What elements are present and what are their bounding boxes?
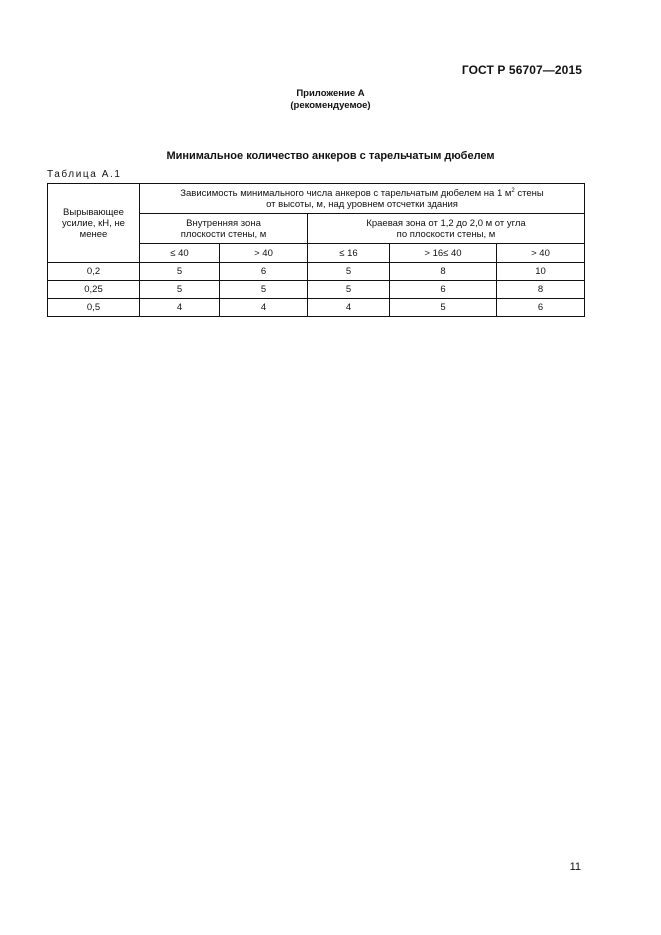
table-caption: Таблица А.1 <box>47 169 122 180</box>
subheader-cell: > 40 <box>220 244 308 263</box>
value-cell: 4 <box>140 299 220 317</box>
document-code: ГОСТ Р 56707—2015 <box>461 63 582 77</box>
subheader-cell: ≤ 40 <box>140 244 220 263</box>
table-row <box>48 281 585 299</box>
annex-title: Приложение А <box>296 88 365 99</box>
table-header-row <box>48 184 585 214</box>
force-cell: 0,5 <box>48 299 140 317</box>
subheader-cell: > 40 <box>497 244 585 263</box>
value-cell: 8 <box>497 281 585 299</box>
value-cell: 4 <box>220 299 308 317</box>
value-cell: 5 <box>390 299 497 317</box>
value-cell: 6 <box>390 281 497 299</box>
table-title: Минимальное количество анкеров с тарельчатым дюбелем <box>166 150 495 162</box>
subheader-cell: > 16≤ 40 <box>390 244 497 263</box>
force-cell: 0,25 <box>48 281 140 299</box>
annex-heading <box>0 88 661 112</box>
value-cell: 5 <box>220 281 308 299</box>
annex-subtitle: (рекомендуемое) <box>290 100 371 111</box>
dependency-group-header: Зависимость минимального числа анкеров с тарельчатым дюбелем на 1 $м^2$ стены от высоты, м, над уровнем отсчетки здания <box>140 184 585 214</box>
page-number: 11 <box>569 861 581 873</box>
table-row <box>48 263 585 281</box>
anchors-table <box>47 183 585 317</box>
force-column-header: Вырывающее усилие, кН, не менее <box>48 184 140 263</box>
value-cell: 8 <box>390 263 497 281</box>
value-cell: 6 <box>497 299 585 317</box>
inner-zone-header: Внутренняя зона плоскости стены, м <box>140 214 308 244</box>
value-cell: 6 <box>220 263 308 281</box>
value-cell: 5 <box>140 281 220 299</box>
value-cell: 5 <box>308 263 390 281</box>
value-cell: 5 <box>308 281 390 299</box>
edge-zone-header: Краевая зона от 1,2 до 2,0 м от угла по плоскости стены, м <box>308 214 585 244</box>
value-cell: 10 <box>497 263 585 281</box>
force-cell: 0,2 <box>48 263 140 281</box>
subheader-cell: ≤ 16 <box>308 244 390 263</box>
table-row <box>48 299 585 317</box>
value-cell: 4 <box>308 299 390 317</box>
value-cell: 5 <box>140 263 220 281</box>
